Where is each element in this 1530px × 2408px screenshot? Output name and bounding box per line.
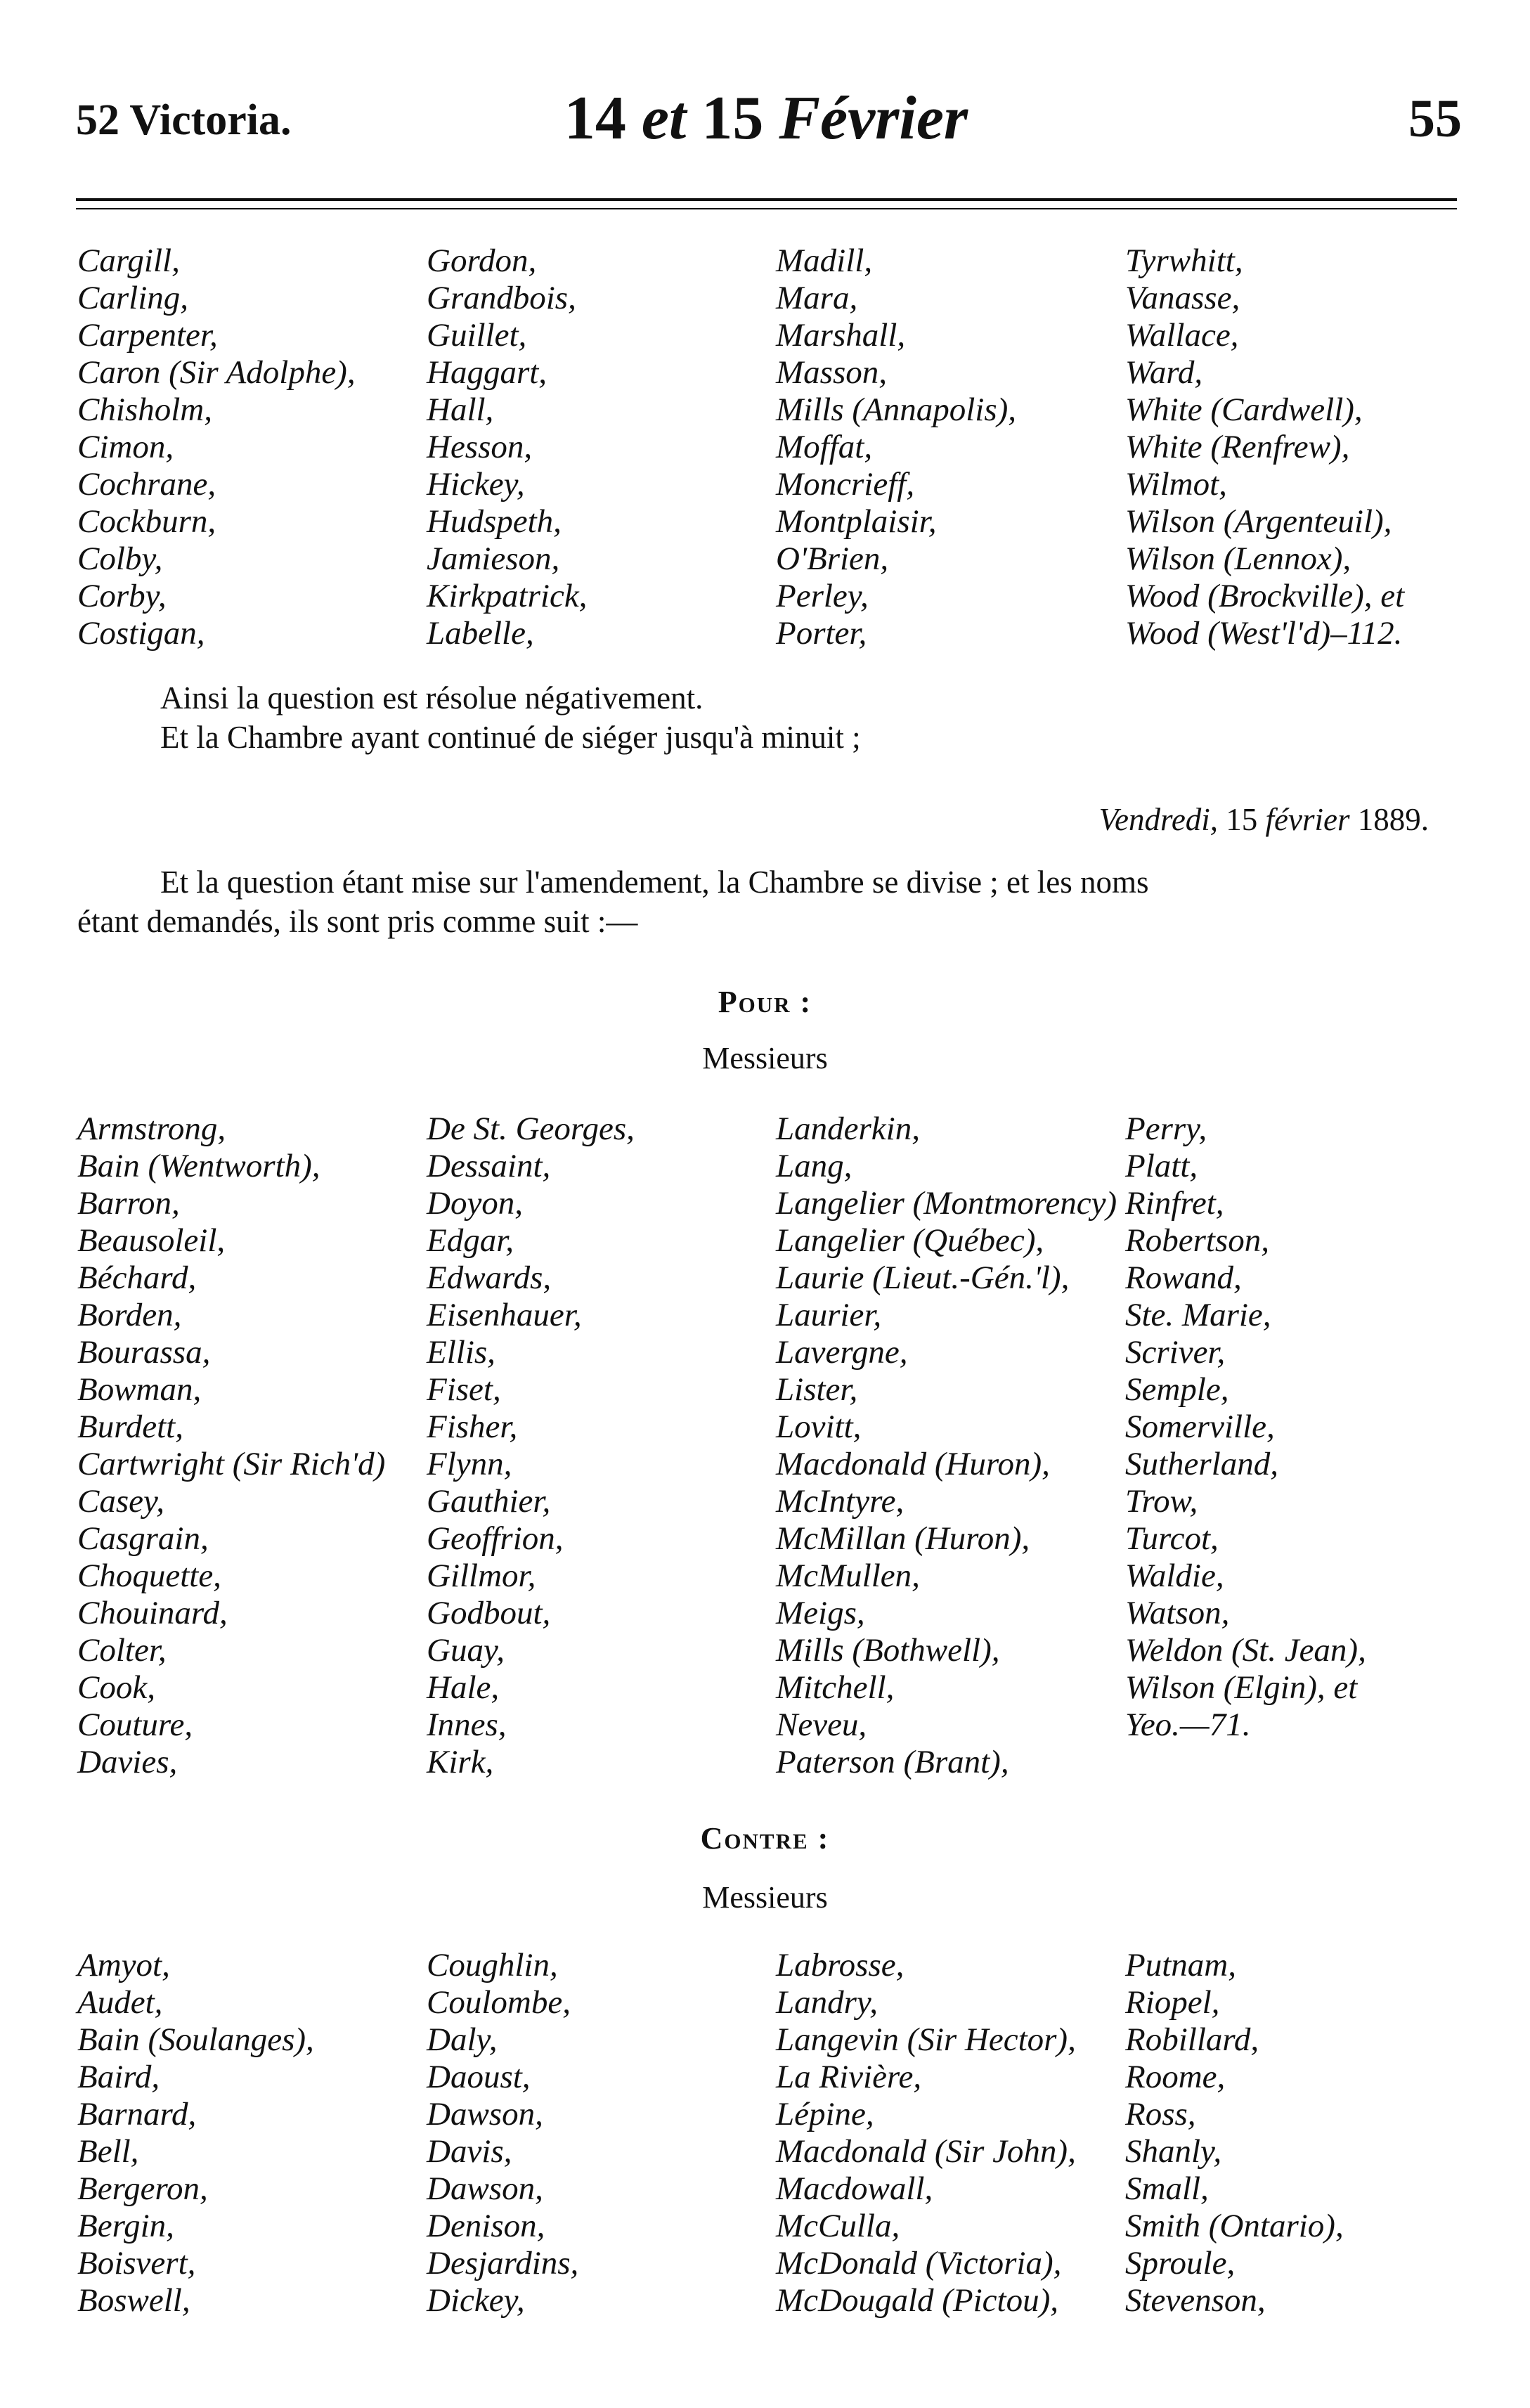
member-name: Dawson, <box>427 2096 543 2132</box>
member-name: Jamieson, <box>427 540 560 577</box>
member-name: Carling, <box>77 280 189 316</box>
member-name: Masson, <box>776 354 887 391</box>
member-name: Sproule, <box>1125 2245 1236 2281</box>
member-name: Fisher, <box>427 1409 518 1445</box>
member-name: Audet, <box>77 1984 163 2021</box>
member-name: Kirk, <box>427 1744 494 1780</box>
member-name: Fiset, <box>427 1371 501 1408</box>
member-name: Landerkin, <box>776 1111 920 1147</box>
member-name: Coulombe, <box>427 1984 571 2021</box>
member-name: Macdonald (Huron), <box>776 1446 1050 1482</box>
member-name: Mara, <box>776 280 858 316</box>
member-name: Bergeron, <box>77 2170 208 2207</box>
member-name: Lépine, <box>776 2096 874 2132</box>
member-name: Gordon, <box>427 242 537 279</box>
member-name: Grandbois, <box>427 280 576 316</box>
member-name: Colby, <box>77 540 163 577</box>
member-name: Mitchell, <box>776 1669 895 1706</box>
page-number: 55 <box>1408 89 1462 148</box>
member-name: Wilson (Elgin), et <box>1125 1669 1358 1706</box>
member-name: Burdett, <box>77 1409 183 1445</box>
member-name: McDougald (Pictou), <box>776 2282 1059 2319</box>
member-name: Béchard, <box>77 1260 197 1296</box>
header-rule-bottom <box>76 208 1457 209</box>
header-session: 52 Victoria. <box>76 96 292 144</box>
date-month: février <box>1265 802 1350 837</box>
member-name: Somerville, <box>1125 1409 1275 1445</box>
member-name: Edwards, <box>427 1260 552 1296</box>
header-dates <box>70 83 1462 154</box>
member-name: Semple, <box>1125 1371 1229 1408</box>
member-name: Robertson, <box>1125 1222 1269 1259</box>
member-name: Riopel, <box>1125 1984 1220 2021</box>
member-name: Doyon, <box>427 1185 524 1222</box>
member-name: Wallace, <box>1125 317 1239 354</box>
name-column <box>776 242 1125 652</box>
name-column <box>427 242 776 652</box>
member-name: Scriver, <box>1125 1334 1226 1371</box>
member-name: Montplaisir, <box>776 503 937 540</box>
name-column <box>1125 1111 1455 1781</box>
member-name: Hale, <box>427 1669 500 1706</box>
member-name: Perley, <box>776 578 869 614</box>
member-name: Casgrain, <box>77 1520 209 1557</box>
member-name: Daly, <box>427 2021 498 2058</box>
member-name: McDonald (Victoria), <box>776 2245 1062 2281</box>
member-name: Barron, <box>77 1185 180 1222</box>
member-name: La Rivière, <box>776 2059 922 2095</box>
member-name: Ellis, <box>427 1334 495 1371</box>
member-name: Labelle, <box>427 615 534 652</box>
page-header <box>70 83 1462 160</box>
name-column <box>427 1111 776 1781</box>
member-name: Madill, <box>776 242 873 279</box>
member-name: Marshall, <box>776 317 906 354</box>
member-name: Yeo.—71. <box>1125 1707 1251 1743</box>
member-name: Bowman, <box>77 1371 202 1408</box>
member-name: Hickey, <box>427 466 525 503</box>
member-name: Ward, <box>1125 354 1203 391</box>
pour-subheading: Messieurs <box>702 1041 828 1075</box>
member-name: Shanly, <box>1125 2133 1222 2170</box>
member-name: Armstrong, <box>77 1111 226 1147</box>
member-name: Ross, <box>1125 2096 1196 2132</box>
member-name: Bain (Wentworth), <box>77 1148 320 1184</box>
member-name: Boswell, <box>77 2282 190 2319</box>
member-name: Hall, <box>427 391 494 428</box>
name-column <box>77 242 427 652</box>
member-name: Borden, <box>77 1297 182 1333</box>
member-name: Baird, <box>77 2059 160 2095</box>
member-name: Beausoleil, <box>77 1222 226 1259</box>
contre-heading: Contre : <box>700 1821 830 1856</box>
member-name: Waldie, <box>1125 1558 1224 1594</box>
yeas-list <box>77 242 1455 652</box>
member-name: Cockburn, <box>77 503 216 540</box>
name-column <box>77 1111 427 1781</box>
member-name: Cimon, <box>77 429 174 465</box>
member-name: Smith (Ontario), <box>1125 2208 1344 2244</box>
member-name: Laurier, <box>776 1297 882 1333</box>
member-name: Bell, <box>77 2133 139 2170</box>
member-name: Guillet, <box>427 317 527 354</box>
header-rule-top <box>76 198 1457 201</box>
member-name: Landry, <box>776 1984 878 2021</box>
member-name: White (Cardwell), <box>1125 391 1363 428</box>
question-line-2: étant demandés, ils sont pris comme suit :— <box>77 904 638 939</box>
member-name: Wilson (Argenteuil), <box>1125 503 1392 540</box>
member-name: McCulla, <box>776 2208 900 2244</box>
member-name: Bergin, <box>77 2208 174 2244</box>
member-name: Paterson (Brant), <box>776 1744 1009 1780</box>
member-name: Wood (Brockville), et <box>1125 578 1405 614</box>
member-name: White (Renfrew), <box>1125 429 1350 465</box>
name-column <box>427 1947 776 2319</box>
member-name: Dawson, <box>427 2170 543 2207</box>
member-name: Robillard, <box>1125 2021 1259 2058</box>
member-name: Chouinard, <box>77 1595 228 1631</box>
member-name: Innes, <box>427 1707 507 1743</box>
member-name: Choquette, <box>77 1558 221 1594</box>
member-name: Macdowall, <box>776 2170 933 2207</box>
member-name: Mills (Bothwell), <box>776 1632 1000 1669</box>
member-name: Perry, <box>1125 1111 1207 1147</box>
question-line-1: Et la question étant mise sur l'amendement, la Chambre se divise ; et les noms <box>160 865 1149 900</box>
member-name: Bain (Soulanges), <box>77 2021 314 2058</box>
member-name: Langevin (Sir Hector), <box>776 2021 1076 2058</box>
date-day: Vendredi, <box>1098 802 1219 837</box>
member-name: Stevenson, <box>1125 2282 1266 2319</box>
member-name: Cargill, <box>77 242 180 279</box>
member-name: Cook, <box>77 1669 155 1706</box>
member-name: Weldon (St. Jean), <box>1125 1632 1366 1669</box>
member-name: Wilmot, <box>1125 466 1227 503</box>
member-name: Barnard, <box>77 2096 197 2132</box>
member-name: Carpenter, <box>77 317 218 354</box>
member-name: Moncrieff, <box>776 466 915 503</box>
member-name: Amyot, <box>77 1947 170 1983</box>
member-name: Watson, <box>1125 1595 1230 1631</box>
member-name: Daoust, <box>427 2059 531 2095</box>
member-name: Geoffrion, <box>427 1520 564 1557</box>
member-name: Denison, <box>427 2208 545 2244</box>
member-name: Langelier (Montmorency) <box>776 1185 1117 1222</box>
member-name: Davis, <box>427 2133 512 2170</box>
member-name: Gillmor, <box>427 1558 536 1594</box>
member-name: Hudspeth, <box>427 503 562 540</box>
member-name: McMullen, <box>776 1558 920 1594</box>
member-name: Eisenhauer, <box>427 1297 582 1333</box>
member-name: Wood (West'l'd)–112. <box>1125 615 1403 652</box>
member-name: Edgar, <box>427 1222 514 1259</box>
member-name: Desjardins, <box>427 2245 579 2281</box>
member-name: Lang, <box>776 1148 852 1184</box>
member-name: Trow, <box>1125 1483 1198 1520</box>
member-name: Putnam, <box>1125 1947 1236 1983</box>
name-column <box>1125 1947 1455 2319</box>
name-column <box>1125 242 1455 652</box>
member-name: Chisholm, <box>77 391 212 428</box>
member-name: Davies, <box>77 1744 178 1780</box>
member-name: Godbout, <box>427 1595 551 1631</box>
member-name: Dickey, <box>427 2282 525 2319</box>
member-name: Labrosse, <box>776 1947 905 1983</box>
member-name: Bourassa, <box>77 1334 211 1371</box>
member-name: Small, <box>1125 2170 1209 2207</box>
member-name: Meigs, <box>776 1595 865 1631</box>
member-name: Neveu, <box>776 1707 867 1743</box>
date-year: 1889. <box>1357 802 1429 837</box>
member-name: Porter, <box>776 615 867 652</box>
resolution-line: Ainsi la question est résolue négativement. <box>160 680 704 716</box>
header-conjunction: et <box>641 84 687 153</box>
member-name: De St. Georges, <box>427 1111 635 1147</box>
member-name: Rinfret, <box>1125 1185 1224 1222</box>
member-name: Turcot, <box>1125 1520 1219 1557</box>
member-name: Sutherland, <box>1125 1446 1279 1482</box>
header-month: Février <box>779 84 968 153</box>
member-name: McIntyre, <box>776 1483 905 1520</box>
name-column <box>77 1947 427 2319</box>
member-name: Vanasse, <box>1125 280 1240 316</box>
member-name: Kirkpatrick, <box>427 578 588 614</box>
header-day-2: 15 <box>701 84 764 153</box>
member-name: Lister, <box>776 1371 858 1408</box>
contre-list <box>77 1947 1455 2319</box>
member-name: Langelier (Québec), <box>776 1222 1044 1259</box>
member-name: Corby, <box>77 578 167 614</box>
member-name: Casey, <box>77 1483 165 1520</box>
member-name: Platt, <box>1125 1148 1198 1184</box>
member-name: Moffat, <box>776 429 873 465</box>
member-name: Hesson, <box>427 429 533 465</box>
member-name: Boisvert, <box>77 2245 196 2281</box>
member-name: Cochrane, <box>77 466 216 503</box>
member-name: Haggart, <box>427 354 547 391</box>
continuation-line: Et la Chambre ayant continué de siéger jusqu'à minuit ; <box>160 720 861 755</box>
member-name: Tyrwhitt, <box>1125 242 1243 279</box>
member-name: Costigan, <box>77 615 205 652</box>
contre-subheading: Messieurs <box>702 1880 828 1915</box>
sitting-date <box>1099 801 1429 838</box>
member-name: Ste. Marie, <box>1125 1297 1271 1333</box>
member-name: Gauthier, <box>427 1483 551 1520</box>
pour-heading: Pour : <box>718 985 812 1019</box>
date-number: 15 <box>1226 802 1258 837</box>
member-name: Lavergne, <box>776 1334 908 1371</box>
member-name: Lovitt, <box>776 1409 862 1445</box>
member-name: Roome, <box>1125 2059 1226 2095</box>
member-name: Cartwright (Sir Rich'd) <box>77 1446 386 1482</box>
member-name: Guay, <box>427 1632 505 1669</box>
member-name: McMillan (Huron), <box>776 1520 1030 1557</box>
member-name: Flynn, <box>427 1446 512 1482</box>
member-name: Laurie (Lieut.-Gén.'l), <box>776 1260 1070 1296</box>
member-name: Caron (Sir Adolphe), <box>77 354 356 391</box>
member-name: Mills (Annapolis), <box>776 391 1017 428</box>
member-name: Coughlin, <box>427 1947 558 1983</box>
member-name: Dessaint, <box>427 1148 551 1184</box>
member-name: Macdonald (Sir John), <box>776 2133 1076 2170</box>
member-name: Couture, <box>77 1707 193 1743</box>
member-name: O'Brien, <box>776 540 889 577</box>
name-column <box>776 1947 1125 2319</box>
name-column <box>776 1111 1125 1781</box>
member-name: Rowand, <box>1125 1260 1242 1296</box>
member-name: Colter, <box>77 1632 167 1669</box>
header-day-1: 14 <box>564 84 626 153</box>
pour-list <box>77 1111 1455 1781</box>
member-name: Wilson (Lennox), <box>1125 540 1351 577</box>
